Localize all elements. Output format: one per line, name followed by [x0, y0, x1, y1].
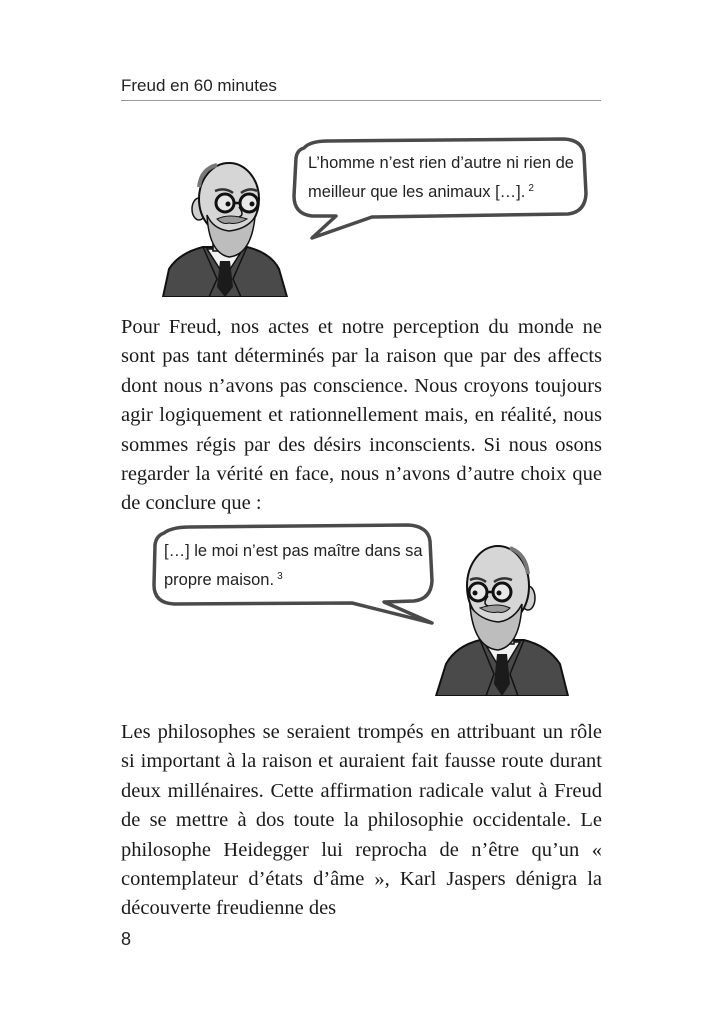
- page-number: 8: [121, 929, 132, 949]
- speech-bubble-quote-1: [288, 136, 590, 240]
- body-paragraph-1: Pour Freud, nos actes et notre perception du monde ne sont pas tant déterminés par la raison que par des affects dont nous n’avons pas conscience. Nous croyons toujours agir logiquement et rationnellement mais, en réalité, nous sommes régis par des désirs inconscients. Si nous osons regarder la vérité en face, nous n’avons d’autre choix que de conclure que :: [121, 316, 602, 515]
- freud-portrait-illustration: [155, 157, 295, 297]
- running-header: Freud en 60 minutes: [121, 76, 601, 101]
- speech-bubble-quote-2: [146, 523, 440, 629]
- quote-1-text: L’homme n’est rien d’autre ni rien de meilleur que les animaux […].: [308, 154, 574, 201]
- quote-2-text: […] le moi n’est pas maître dans sa propre maison.: [164, 542, 423, 589]
- freud-portrait-illustration: [432, 540, 572, 696]
- footnote-ref-2: 2: [528, 183, 534, 194]
- footnote-ref-3: 3: [277, 571, 283, 582]
- body-paragraph-2: Les philosophes se seraient trompés en attribuant un rôle si important à la raison et auraient fait fausse route durant deux millénaires. Cette affirmation radicale valut à Freud de se mettre à dos toute la philosophie occidentale. Le philosophe Heidegger lui reprocha de n’être qu’un « contemplateur d’états d’âme », Karl Jaspers dénigra la découverte freudienne des: [121, 721, 602, 920]
